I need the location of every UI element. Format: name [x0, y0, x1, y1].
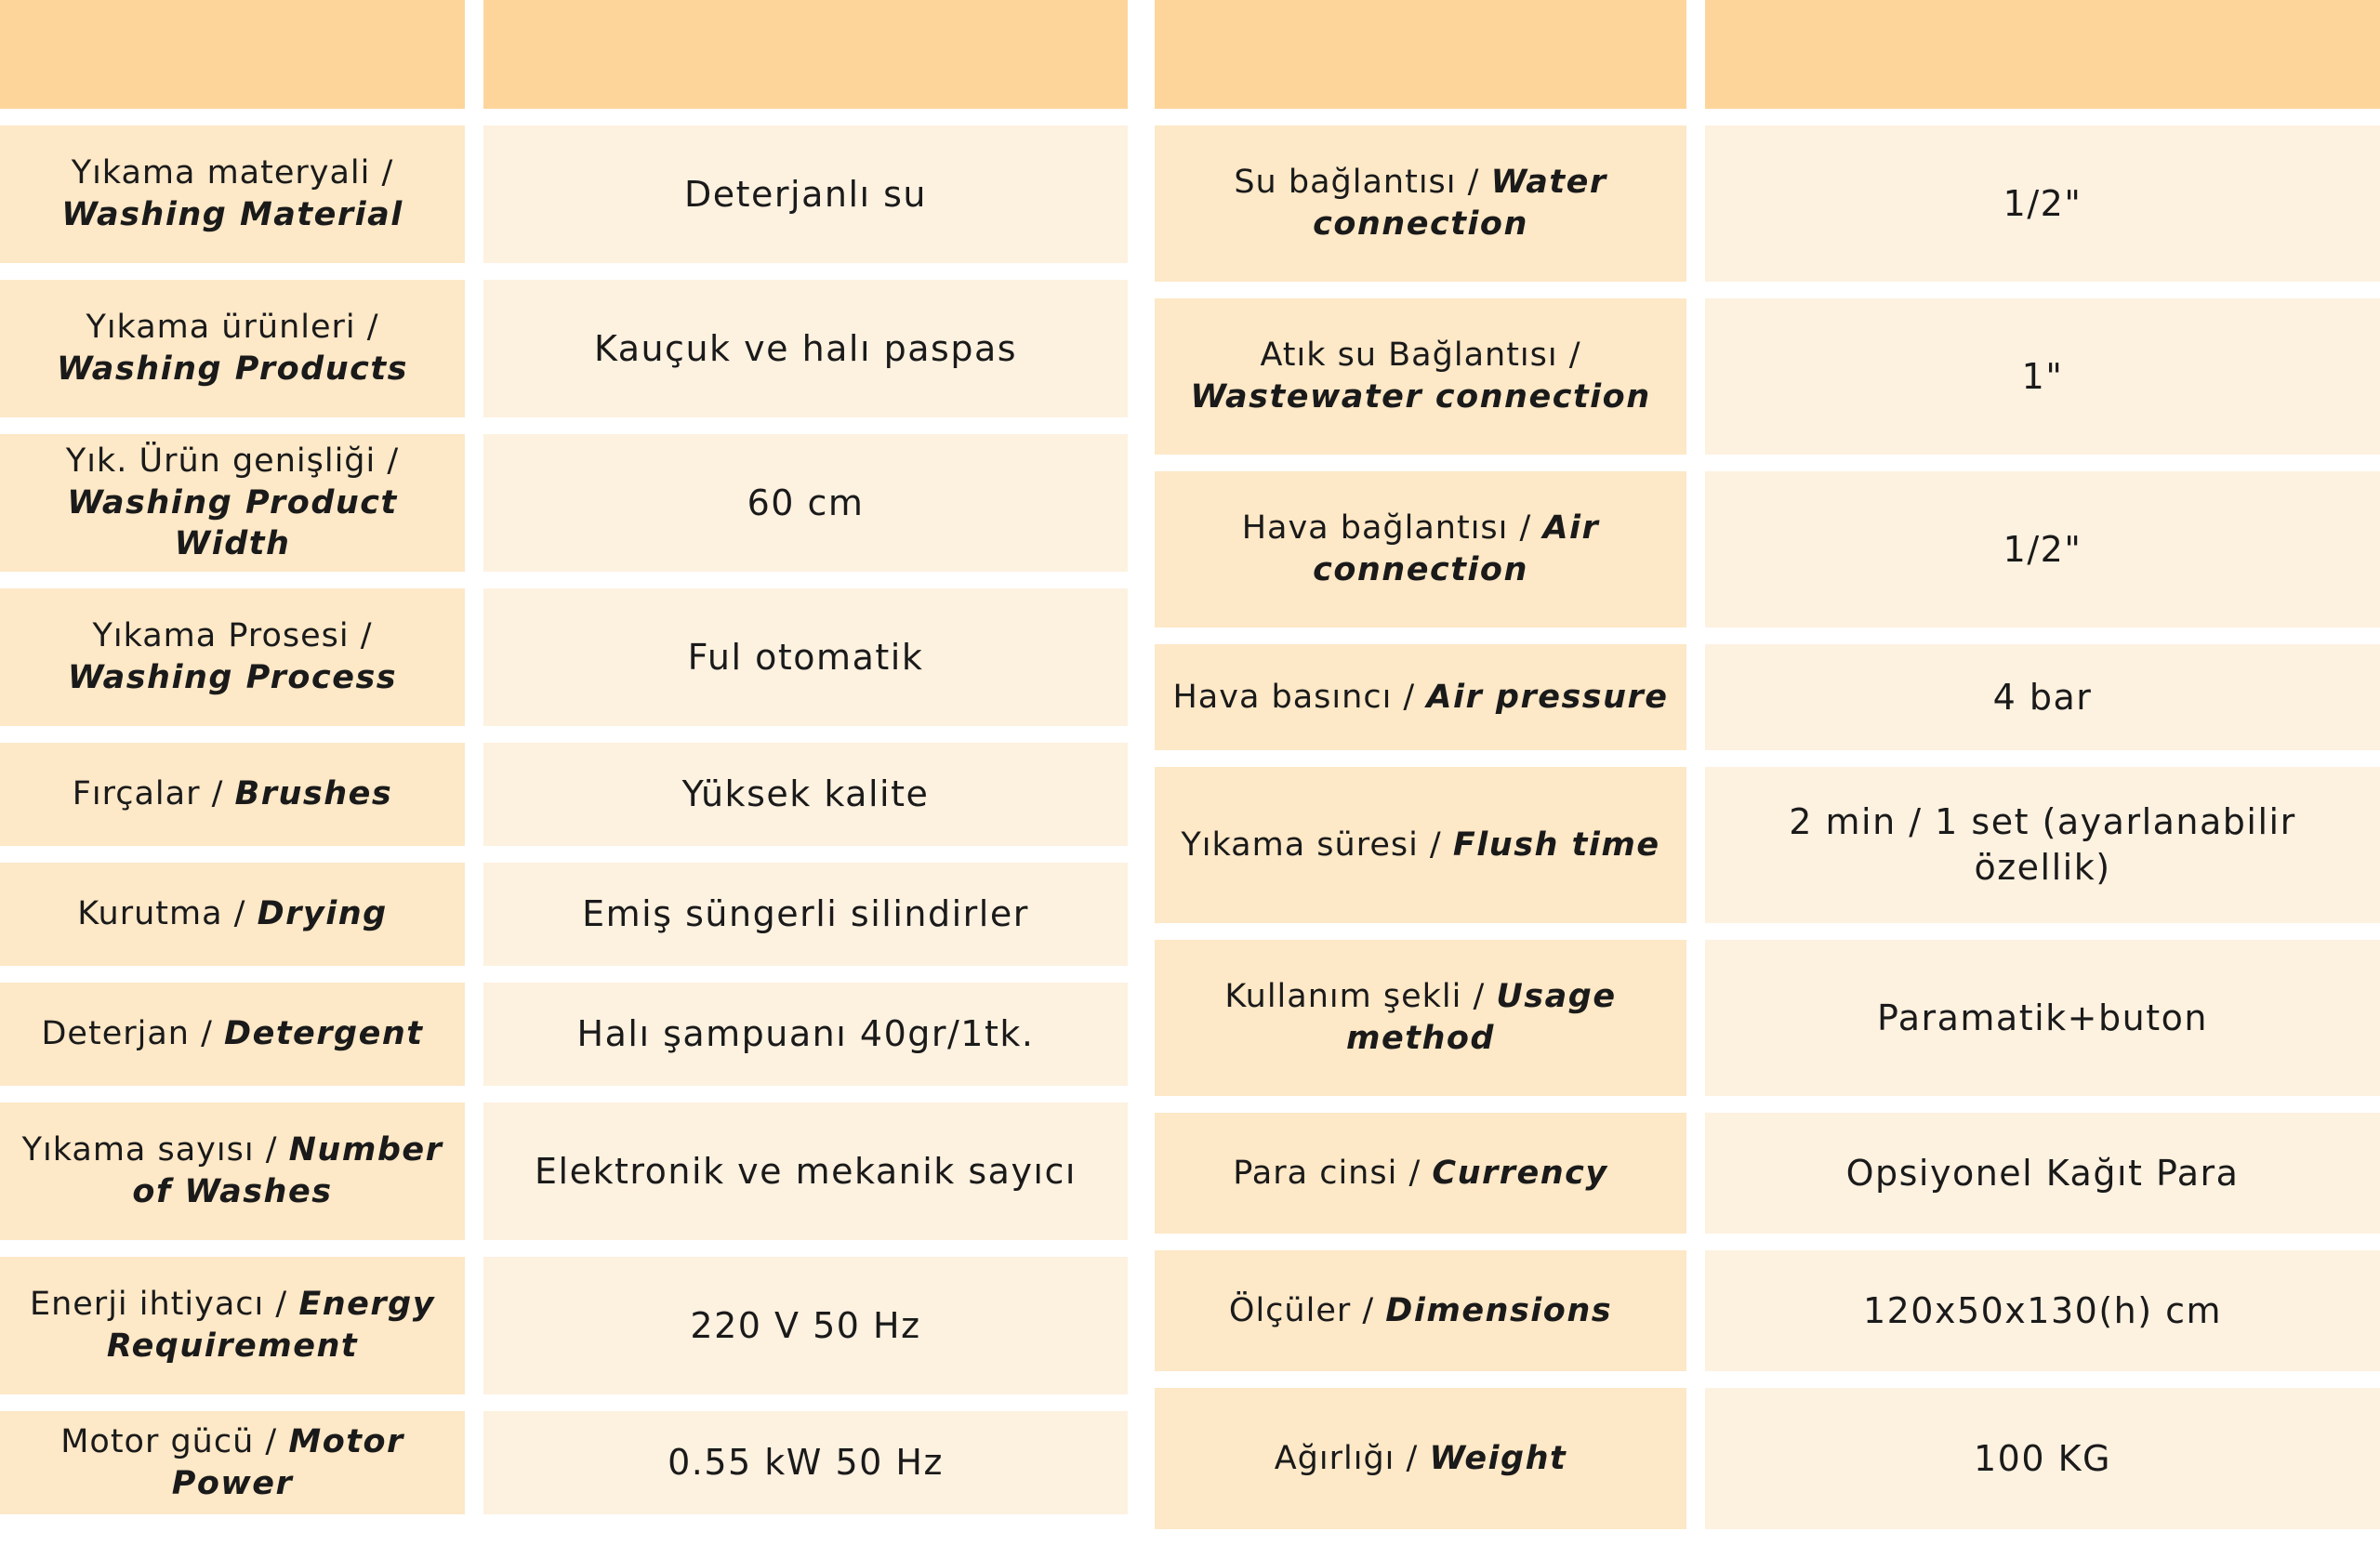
- header-cell: [483, 0, 1128, 109]
- spec-value: Opsiyonel Kağıt Para: [1705, 1113, 2380, 1234]
- label-english: Brushes: [234, 775, 393, 813]
- spec-value: Yüksek kalite: [483, 743, 1128, 846]
- spec-label: [1155, 644, 1686, 750]
- label-turkish: Kullanım şekli /: [1224, 978, 1486, 1016]
- label-english: Number of Washes: [132, 1131, 443, 1210]
- label-english: Washing Products: [57, 350, 408, 388]
- label-english: Usage method: [1346, 978, 1617, 1057]
- label-english: Detergent: [224, 1015, 424, 1053]
- label-turkish: Ağırlığı /: [1274, 1439, 1419, 1477]
- spec-label: [0, 434, 465, 572]
- label-turkish: Ölçüler /: [1228, 1291, 1375, 1329]
- label-english: Wastewater connection: [1190, 378, 1651, 416]
- label-english: Energy Requirement: [106, 1286, 436, 1365]
- spec-label: [0, 743, 465, 846]
- spec-label: [0, 588, 465, 726]
- spec-label: [1155, 940, 1686, 1096]
- label-english: Water connection: [1313, 164, 1607, 243]
- spec-value: Ful otomatik: [483, 588, 1128, 726]
- spec-label: [0, 1411, 465, 1514]
- label-english: Weight: [1429, 1439, 1567, 1477]
- spec-label: [0, 125, 465, 263]
- spec-label: [0, 280, 465, 417]
- spec-value: 4 bar: [1705, 644, 2380, 750]
- header-cell: [1155, 0, 1686, 109]
- label-english: Currency: [1432, 1154, 1608, 1192]
- spec-label: [1155, 298, 1686, 455]
- label-turkish: Kurutma /: [77, 895, 246, 933]
- label-turkish: Hava basıncı /: [1172, 678, 1416, 716]
- spec-value: Paramatik+buton: [1705, 940, 2380, 1096]
- spec-value: Emiş süngerli silindirler: [483, 863, 1128, 966]
- spec-value: 1/2": [1705, 471, 2380, 627]
- spec-label: [0, 863, 465, 966]
- spec-value: 1/2": [1705, 125, 2380, 282]
- label-turkish: Atık su Bağlantısı /: [1260, 337, 1581, 375]
- spec-value: 1": [1705, 298, 2380, 455]
- spec-label: [0, 1103, 465, 1240]
- spec-table-right: [1155, 0, 2380, 1545]
- label-turkish: Yık. Ürün genişliği /: [65, 442, 400, 480]
- spec-value: 0.55 kW 50 Hz: [483, 1411, 1128, 1514]
- label-turkish: Yıkama süresi /: [1181, 825, 1442, 864]
- spec-label: [0, 983, 465, 1086]
- label-turkish: Hava bağlantısı /: [1241, 509, 1532, 548]
- spec-label: [1155, 1113, 1686, 1234]
- spec-value: 60 cm: [483, 434, 1128, 572]
- spec-label: [0, 1257, 465, 1394]
- label-english: Air connection: [1313, 509, 1600, 588]
- label-turkish: Yıkama materyali /: [71, 154, 394, 192]
- spec-value: Kauçuk ve halı paspas: [483, 280, 1128, 417]
- spec-value: Deterjanlı su: [483, 125, 1128, 263]
- spec-value: 100 KG: [1705, 1388, 2380, 1529]
- spec-value: 220 V 50 Hz: [483, 1257, 1128, 1394]
- label-english: Air pressure: [1426, 678, 1669, 716]
- spec-label: [1155, 125, 1686, 282]
- label-turkish: Enerji ihtiyacı /: [29, 1286, 288, 1324]
- label-turkish: Yıkama sayısı /: [21, 1131, 278, 1169]
- spec-label: [1155, 767, 1686, 923]
- spec-label: [1155, 1250, 1686, 1371]
- spec-value: 120x50x130(h) cm: [1705, 1250, 2380, 1371]
- label-english: Motor Power: [171, 1422, 404, 1502]
- label-turkish: Deterjan /: [41, 1015, 213, 1053]
- header-cell: [0, 0, 465, 109]
- label-turkish: Yıkama Prosesi /: [92, 617, 373, 655]
- label-english: Dimensions: [1385, 1291, 1613, 1329]
- label-turkish: Motor gücü /: [60, 1422, 278, 1460]
- spec-value: 2 min / 1 set (ayarlanabilir özellik): [1705, 767, 2380, 923]
- label-turkish: Fırçalar /: [72, 775, 224, 813]
- label-english: Washing Product Width: [67, 483, 398, 563]
- label-english: Drying: [257, 895, 388, 933]
- spec-value: Elektronik ve mekanik sayıcı: [483, 1103, 1128, 1240]
- spec-table-left: [0, 0, 1128, 1545]
- label-english: Washing Material: [61, 196, 403, 233]
- spec-value: Halı şampuanı 40gr/1tk.: [483, 983, 1128, 1086]
- label-english: Flush time: [1452, 825, 1660, 864]
- label-turkish: Yıkama ürünleri /: [86, 309, 379, 347]
- label-turkish: Para cinsi /: [1233, 1154, 1421, 1192]
- label-turkish: Su bağlantısı /: [1234, 164, 1480, 202]
- spec-label: [1155, 1388, 1686, 1529]
- spec-label: [1155, 471, 1686, 627]
- label-english: Washing Process: [67, 659, 398, 696]
- header-cell: [1705, 0, 2380, 109]
